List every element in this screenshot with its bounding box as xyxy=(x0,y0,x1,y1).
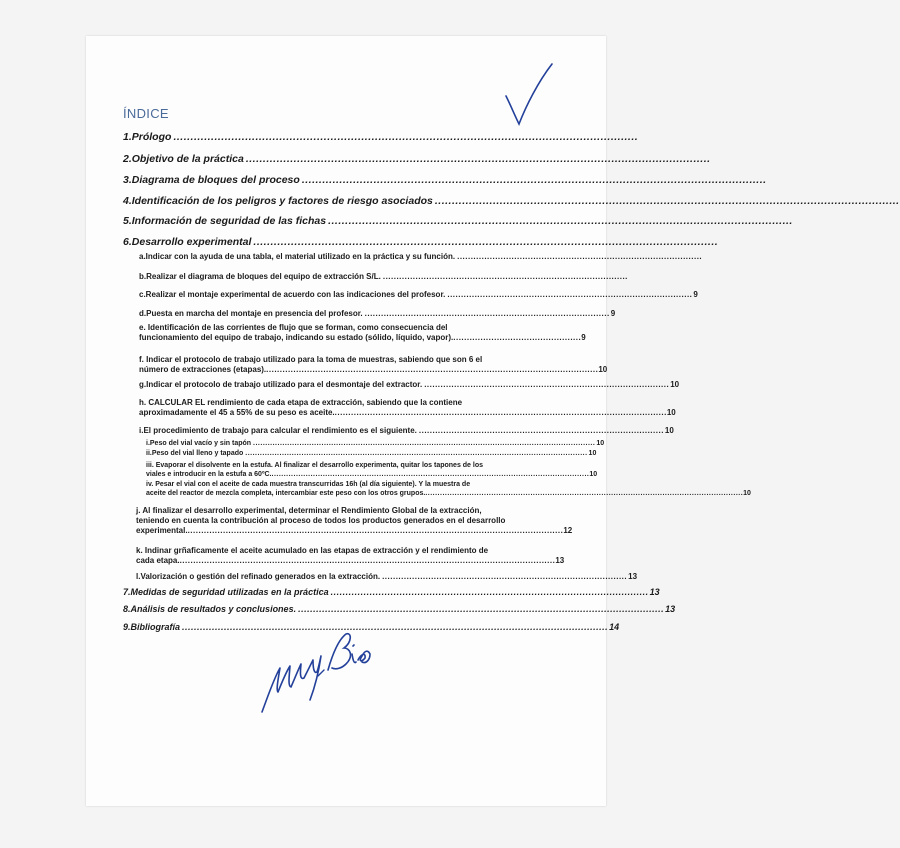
leader-dots: .......................................................................................................... xyxy=(330,587,649,597)
toc-entry-1: 1. Prólogo ........................................................................................................................................ xyxy=(123,131,639,143)
leader-dots: .......................................................................................... xyxy=(382,572,628,581)
leader-dots: .......................................................................................................................... xyxy=(298,604,665,614)
toc-label: Objetivo de la práctica xyxy=(131,153,244,165)
toc-roman-iii: iii. Evaporar el disolvente en la estufa. Al finalizar el desarrollo experimenta, quitar los tapones de los viales e introducir en la estufa a 60ºC. .................................................................................................................................. 10 xyxy=(146,462,598,478)
leader-dots: ............................................... xyxy=(453,333,582,342)
toc-subentry-g: g. Indicar el protocolo de trabajo utilizado para el desmontaje del extractor. .......................................................................................... 10 xyxy=(139,380,680,389)
leader-dots: .......................................................................................... xyxy=(418,426,664,435)
toc-entry-3: 3. Diagrama de bloques del proceso ........................................................................................................................................ xyxy=(123,174,767,186)
toc-subentry-h: h. CALCULAR EL rendimiento de cada etapa de extracción, sabiendo que la contiene aproximadamente el 45 a 55% de su peso es aceite. .......................................................................................................................... 10 xyxy=(139,398,676,417)
leader-dots: .......................................................................................... xyxy=(364,309,610,318)
toc-roman-i: i. Peso del vial vacío y sin tapón ............................................................................................................................................ 10 xyxy=(146,440,605,447)
leader-dots: .............................................................................................................................................. xyxy=(182,622,609,632)
leader-dots: .......................................................................................... xyxy=(382,272,628,281)
toc-roman-ii: ii. Peso del vial lleno y tapado ............................................................................................................................................ 10 xyxy=(146,450,597,457)
leader-dots: ............................................................................................................................................ xyxy=(253,440,596,447)
toc-subentry-e: e. Identificación de las corrientes de flujo que se forman, como consecuencia del funcionamiento del equipo de trabajo, indicando su estado (sólido, líquido, vapor). ............................................... 9 xyxy=(139,323,586,342)
toc-entry-4: 4. Identificación de los peligros y factores de riesgo asociados ........................................................................................................................................ xyxy=(123,195,900,207)
toc-entry-6: 6. Desarrollo experimental ........................................................................................................................................ xyxy=(123,236,719,248)
toc-subentry-j: j. Al finalizar el desarrollo experimental, determinar el Rendimiento Global de la extracción, teniendo en cuenta la contribución al proceso de todos los productos generados en el desarrollo experimental. .......................................................................................................................................... 12 xyxy=(136,506,573,535)
toc-subentry-k: k. Indinar grñaficamente el aceite acumulado en las etapas de extracción y el rendimiento de cada etapa. .......................................................................................................................................... 13 xyxy=(136,546,565,565)
toc-entry-8: 8. Análisis de resultados y conclusiones. .......................................................................................................................... 13 xyxy=(123,604,676,614)
toc-label: Información de seguridad de las fichas xyxy=(131,215,327,227)
toc-entry-9: 9. Bibliografía .............................................................................................................................................. 14 xyxy=(123,622,620,632)
leader-dots: .......................................................................................................................... xyxy=(266,365,599,374)
leader-dots: .......................................................................................... xyxy=(424,380,670,389)
leader-dots: ........................................................................................................................................ xyxy=(301,174,767,186)
toc-label: Prólogo xyxy=(131,131,172,143)
toc-subentry-i: i. El procedimiento de trabajo para calcular el rendimiento es el siguiente. .......................................................................................... 10 xyxy=(139,426,674,435)
leader-dots: .......................................................................................................................................... xyxy=(179,556,556,565)
leader-dots: ........................................................................................................................................ xyxy=(253,236,719,248)
toc-subentry-b: b. Realizar el diagrama de bloques del equipo de extracción S/L. .......................................................................................... xyxy=(139,272,628,281)
toc-subentry-l: l. Valorización o gestión del refinado generados en la extracción. .......................................................................................... 13 xyxy=(136,572,638,581)
leader-dots: .......................................................................................... xyxy=(457,252,703,261)
leader-dots: .......................................................................................... xyxy=(447,290,693,299)
toc-subentry-f: f. Indicar el protocolo de trabajo utilizado para la toma de muestras, sabiendo que son 6 el número de extracciones (etapas). .......................................................................................................................... 10 xyxy=(139,355,608,374)
handwritten-signature xyxy=(258,626,378,718)
toc-label: Identificación de los peligros y factores de riesgo asociados xyxy=(131,195,433,207)
leader-dots: ........................................................................................................................................ xyxy=(328,215,793,227)
toc-entry-5: 5. Información de seguridad de las fichas ........................................................................................................................................ xyxy=(123,215,793,227)
leader-dots: ........................................................................................................................................ xyxy=(434,195,900,207)
leader-dots: ........................................................................................................................................ xyxy=(173,131,639,143)
leader-dots: .......................................................................................................................... xyxy=(334,408,667,417)
index-title: ÍNDICE xyxy=(123,106,169,121)
leader-dots: ............................................................................................................................................ xyxy=(245,450,588,457)
toc-subentry-a: a. Indicar con la ayuda de una tabla, el material utilizado en la práctica y su función. .......................................................................................... xyxy=(139,252,703,261)
toc-subentry-d: d. Puesta en marcha del montaje en presencia del profesor. .......................................................................................... 9 xyxy=(139,309,616,318)
toc-label: Desarrollo experimental xyxy=(131,236,252,248)
leader-dots: .................................................................................................................................. xyxy=(425,490,744,497)
leader-dots: .................................................................................................................................. xyxy=(271,471,590,478)
toc-roman-iv: iv. Pesar el vial con el aceite de cada muestra transcurridas 16h (al día siguiente). Y la muestra de aceite del reactor de mezcla completa, intercambiar este peso con los otros grupos. .................................................................................................................................. 10 xyxy=(146,481,751,497)
leader-dots: ........................................................................................................................................ xyxy=(245,153,711,165)
handwritten-checkmark-icon xyxy=(500,58,560,130)
leader-dots: .......................................................................................................................................... xyxy=(187,526,564,535)
toc-entry-2: 2. Objetivo de la práctica ........................................................................................................................................ xyxy=(123,153,711,165)
toc-entry-7: 7. Medidas de seguridad utilizadas en la práctica .......................................................................................................... 13 xyxy=(123,587,660,597)
toc-subentry-c: c. Realizar el montaje experimental de acuerdo con las indicaciones del profesor. .......................................................................................... 9 xyxy=(139,290,698,299)
toc-label: Diagrama de bloques del proceso xyxy=(131,174,300,186)
